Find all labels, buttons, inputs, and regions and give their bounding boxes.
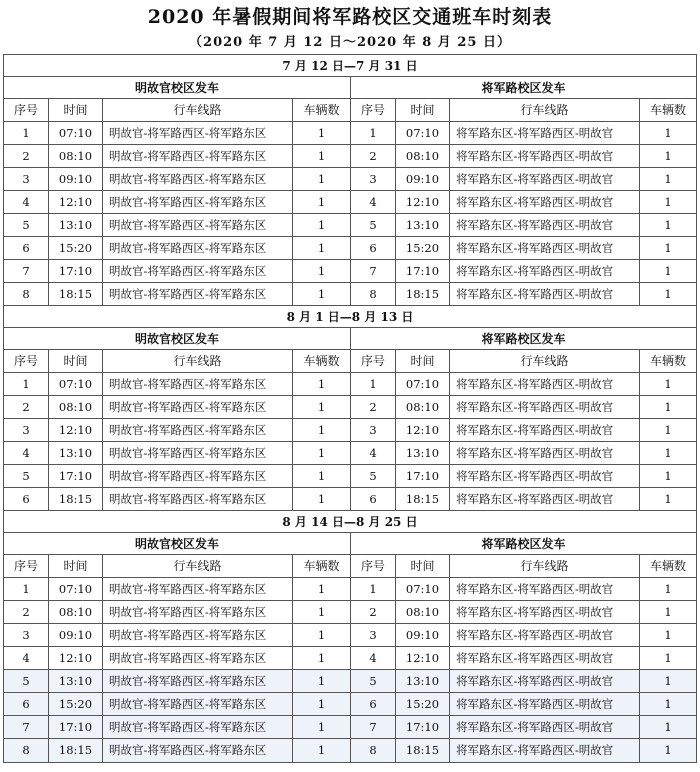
cell-no: 7 <box>22 720 30 734</box>
cell-route: 明故官-将军路西区-将军路东区 <box>102 214 292 236</box>
table-row <box>351 693 696 716</box>
cell-time: 07:10 <box>395 373 449 395</box>
cell-no: 3 <box>369 172 377 186</box>
cell-count: 1 <box>292 283 350 305</box>
table-row <box>351 647 696 670</box>
cell-no: 2 <box>22 605 30 619</box>
cell-no: 2 <box>369 605 377 619</box>
section-halves <box>4 533 696 762</box>
departure-campus-heading: 将军路校区发车 <box>351 533 696 555</box>
cell-time: 07:10 <box>48 373 102 395</box>
table-row <box>4 601 350 624</box>
table-row <box>4 237 350 260</box>
cell-count: 1 <box>639 373 696 395</box>
cell-route: 明故官-将军路西区-将军路东区 <box>102 693 292 715</box>
cell-no: 3 <box>22 172 30 186</box>
cell-route: 将军路东区-将军路西区-明故官 <box>449 647 639 669</box>
header-time: 时间 <box>48 555 102 577</box>
cell-no: 8 <box>369 743 377 757</box>
cell-time: 07:10 <box>395 122 449 144</box>
cell-count: 1 <box>639 488 696 510</box>
cell-count: 1 <box>639 283 696 305</box>
table-row <box>351 488 696 511</box>
cell-time: 13:10 <box>48 214 102 236</box>
cell-count: 1 <box>292 739 350 762</box>
table-row <box>4 122 350 145</box>
cell-time: 18:15 <box>395 283 449 305</box>
cell-no: 6 <box>369 697 377 711</box>
table-row <box>4 168 350 191</box>
cell-no: 5 <box>22 218 30 232</box>
header-no: 序号 <box>360 559 385 573</box>
cell-route: 明故官-将军路西区-将军路东区 <box>102 442 292 464</box>
cell-no: 5 <box>22 674 30 688</box>
cell-time: 07:10 <box>48 122 102 144</box>
cell-route: 将军路东区-将军路西区-明故官 <box>449 122 639 144</box>
header-no: 序号 <box>360 103 385 117</box>
departure-campus-heading: 将军路校区发车 <box>351 77 696 99</box>
cell-count: 1 <box>292 168 350 190</box>
cell-count: 1 <box>639 237 696 259</box>
table-row <box>351 739 696 762</box>
cell-no: 3 <box>22 423 30 437</box>
schedule-table <box>3 54 697 763</box>
cell-count: 1 <box>639 601 696 623</box>
cell-route: 明故官-将军路西区-将军路东区 <box>102 465 292 487</box>
cell-count: 1 <box>292 716 350 738</box>
cell-count: 1 <box>292 145 350 167</box>
cell-no: 2 <box>22 149 30 163</box>
cell-count: 1 <box>292 624 350 646</box>
cell-no: 5 <box>369 674 377 688</box>
cell-no: 2 <box>369 400 377 414</box>
departure-campus-heading: 将军路校区发车 <box>351 328 696 350</box>
header-count: 车辆数 <box>292 555 350 577</box>
cell-no: 7 <box>22 264 30 278</box>
cell-no: 4 <box>22 195 30 209</box>
table-row <box>351 373 696 396</box>
cell-route: 将军路东区-将军路西区-明故官 <box>449 168 639 190</box>
cell-no: 6 <box>22 241 30 255</box>
cell-no: 6 <box>369 241 377 255</box>
table-row <box>351 465 696 488</box>
cell-no: 8 <box>22 287 30 301</box>
cell-count: 1 <box>639 122 696 144</box>
table-row <box>4 442 350 465</box>
cell-time: 18:15 <box>48 488 102 510</box>
cell-route: 明故官-将军路西区-将军路东区 <box>102 647 292 669</box>
cell-route: 明故官-将军路西区-将军路东区 <box>102 237 292 259</box>
cell-time: 08:10 <box>395 601 449 623</box>
header-time: 时间 <box>48 350 102 372</box>
cell-no: 4 <box>369 195 377 209</box>
departure-block-jiangjunlu <box>350 533 696 762</box>
header-count: 车辆数 <box>639 555 696 577</box>
schedule-section <box>4 55 696 306</box>
cell-time: 17:10 <box>48 716 102 738</box>
cell-no: 8 <box>369 287 377 301</box>
section-halves <box>4 77 696 306</box>
cell-route: 将军路东区-将军路西区-明故官 <box>449 465 639 487</box>
cell-time: 08:10 <box>48 601 102 623</box>
table-row <box>351 396 696 419</box>
table-row <box>351 122 696 145</box>
cell-time: 07:10 <box>48 578 102 600</box>
cell-time: 13:10 <box>395 670 449 692</box>
cell-no: 1 <box>22 377 30 391</box>
cell-route: 将军路东区-将军路西区-明故官 <box>449 488 639 510</box>
departure-block-jiangjunlu <box>350 328 696 511</box>
cell-count: 1 <box>639 442 696 464</box>
cell-no: 6 <box>22 492 30 506</box>
table-row <box>351 442 696 465</box>
cell-route: 将军路东区-将军路西区-明故官 <box>449 716 639 738</box>
cell-time: 15:20 <box>48 693 102 715</box>
table-header-row <box>4 555 350 578</box>
cell-count: 1 <box>292 693 350 715</box>
cell-count: 1 <box>639 191 696 213</box>
cell-time: 08:10 <box>48 396 102 418</box>
cell-no: 1 <box>369 582 377 596</box>
header-route: 行车线路 <box>449 555 639 577</box>
cell-no: 8 <box>22 743 30 757</box>
section-halves <box>4 328 696 511</box>
table-row <box>351 670 696 693</box>
cell-route: 明故官-将军路西区-将军路东区 <box>102 488 292 510</box>
table-row <box>4 191 350 214</box>
cell-time: 15:20 <box>395 237 449 259</box>
table-row <box>351 237 696 260</box>
departure-campus-heading: 明故官校区发车 <box>4 77 350 99</box>
cell-time: 12:10 <box>395 419 449 441</box>
section-date-range: 7 月 12 日—7 月 31 日 <box>4 55 696 77</box>
table-row <box>351 168 696 191</box>
cell-no: 5 <box>369 469 377 483</box>
cell-count: 1 <box>639 693 696 715</box>
table-row <box>4 670 350 693</box>
table-row <box>4 716 350 739</box>
cell-time: 09:10 <box>48 168 102 190</box>
section-date-range: 8 月 1 日—8 月 13 日 <box>4 306 696 328</box>
table-row <box>4 624 350 647</box>
header-no: 序号 <box>360 354 385 368</box>
cell-count: 1 <box>292 670 350 692</box>
cell-time: 13:10 <box>395 214 449 236</box>
cell-count: 1 <box>639 647 696 669</box>
table-header-row <box>4 99 350 122</box>
cell-time: 17:10 <box>395 465 449 487</box>
cell-time: 09:10 <box>395 624 449 646</box>
departure-campus-heading: 明故官校区发车 <box>4 533 350 555</box>
cell-no: 3 <box>369 423 377 437</box>
table-row <box>351 283 696 306</box>
cell-count: 1 <box>639 214 696 236</box>
cell-count: 1 <box>292 373 350 395</box>
page-subtitle: （2020 年 7 月 12 日～2020 年 8 月 25 日） <box>189 35 511 50</box>
cell-route: 将军路东区-将军路西区-明故官 <box>449 624 639 646</box>
cell-route: 明故官-将军路西区-将军路东区 <box>102 168 292 190</box>
header-time: 时间 <box>395 555 449 577</box>
cell-count: 1 <box>639 419 696 441</box>
table-row <box>351 578 696 601</box>
departure-block-minggugong <box>4 77 350 306</box>
table-row <box>4 647 350 670</box>
cell-count: 1 <box>292 465 350 487</box>
cell-route: 将军路东区-将军路西区-明故官 <box>449 442 639 464</box>
cell-count: 1 <box>639 260 696 282</box>
cell-time: 08:10 <box>395 145 449 167</box>
table-row <box>4 419 350 442</box>
cell-count: 1 <box>292 396 350 418</box>
cell-time: 13:10 <box>48 670 102 692</box>
header-time: 时间 <box>395 350 449 372</box>
header-no: 序号 <box>13 559 38 573</box>
cell-count: 1 <box>292 578 350 600</box>
table-row <box>4 693 350 716</box>
cell-route: 将军路东区-将军路西区-明故官 <box>449 237 639 259</box>
header-no: 序号 <box>13 103 38 117</box>
cell-time: 17:10 <box>48 260 102 282</box>
cell-time: 17:10 <box>395 716 449 738</box>
table-row <box>351 145 696 168</box>
cell-time: 18:15 <box>48 739 102 762</box>
cell-time: 12:10 <box>48 419 102 441</box>
cell-route: 明故官-将军路西区-将军路东区 <box>102 145 292 167</box>
cell-route: 将军路东区-将军路西区-明故官 <box>449 145 639 167</box>
cell-route: 将军路东区-将军路西区-明故官 <box>449 283 639 305</box>
table-header-row <box>351 99 696 122</box>
table-row <box>4 214 350 237</box>
cell-route: 将军路东区-将军路西区-明故官 <box>449 214 639 236</box>
cell-route: 明故官-将军路西区-将军路东区 <box>102 670 292 692</box>
cell-time: 13:10 <box>48 442 102 464</box>
cell-no: 5 <box>369 218 377 232</box>
header-route: 行车线路 <box>449 350 639 372</box>
cell-route: 明故官-将军路西区-将军路东区 <box>102 578 292 600</box>
cell-time: 09:10 <box>48 624 102 646</box>
header-count: 车辆数 <box>639 99 696 121</box>
header-time: 时间 <box>395 99 449 121</box>
cell-time: 18:15 <box>395 488 449 510</box>
cell-route: 明故官-将军路西区-将军路东区 <box>102 739 292 762</box>
cell-route: 明故官-将军路西区-将军路东区 <box>102 396 292 418</box>
cell-count: 1 <box>639 670 696 692</box>
table-row <box>4 465 350 488</box>
cell-no: 6 <box>22 697 30 711</box>
cell-route: 明故官-将军路西区-将军路东区 <box>102 191 292 213</box>
cell-time: 08:10 <box>395 396 449 418</box>
cell-no: 7 <box>369 264 377 278</box>
cell-no: 2 <box>369 149 377 163</box>
cell-count: 1 <box>639 465 696 487</box>
departure-campus-heading: 明故官校区发车 <box>4 328 350 350</box>
cell-no: 3 <box>22 628 30 642</box>
cell-count: 1 <box>292 260 350 282</box>
cell-route: 将军路东区-将军路西区-明故官 <box>449 670 639 692</box>
header-count: 车辆数 <box>292 99 350 121</box>
cell-time: 13:10 <box>395 442 449 464</box>
cell-count: 1 <box>292 237 350 259</box>
cell-time: 17:10 <box>395 260 449 282</box>
cell-count: 1 <box>639 396 696 418</box>
cell-route: 明故官-将军路西区-将军路东区 <box>102 373 292 395</box>
cell-count: 1 <box>639 168 696 190</box>
cell-route: 明故官-将军路西区-将军路东区 <box>102 624 292 646</box>
header-no: 序号 <box>13 354 38 368</box>
cell-no: 1 <box>22 582 30 596</box>
table-row <box>4 373 350 396</box>
cell-count: 1 <box>639 578 696 600</box>
cell-time: 18:15 <box>48 283 102 305</box>
table-row <box>351 601 696 624</box>
header-route: 行车线路 <box>102 555 292 577</box>
table-row <box>351 191 696 214</box>
cell-time: 12:10 <box>48 647 102 669</box>
cell-time: 09:10 <box>395 168 449 190</box>
cell-no: 4 <box>369 446 377 460</box>
cell-time: 15:20 <box>395 693 449 715</box>
cell-no: 1 <box>369 126 377 140</box>
cell-time: 12:10 <box>395 647 449 669</box>
table-row <box>351 716 696 739</box>
cell-count: 1 <box>292 442 350 464</box>
cell-route: 明故官-将军路西区-将军路东区 <box>102 122 292 144</box>
cell-no: 3 <box>369 628 377 642</box>
cell-route: 明故官-将军路西区-将军路东区 <box>102 716 292 738</box>
cell-route: 将军路东区-将军路西区-明故官 <box>449 260 639 282</box>
cell-count: 1 <box>292 601 350 623</box>
cell-no: 7 <box>369 720 377 734</box>
cell-route: 明故官-将军路西区-将军路东区 <box>102 283 292 305</box>
cell-no: 5 <box>22 469 30 483</box>
table-row <box>351 214 696 237</box>
cell-no: 2 <box>22 400 30 414</box>
header-count: 车辆数 <box>639 350 696 372</box>
cell-count: 1 <box>292 419 350 441</box>
departure-block-minggugong <box>4 533 350 762</box>
schedule-section <box>4 511 696 762</box>
cell-count: 1 <box>639 145 696 167</box>
cell-route: 将军路东区-将军路西区-明故官 <box>449 601 639 623</box>
cell-count: 1 <box>292 191 350 213</box>
table-header-row <box>351 350 696 373</box>
cell-time: 12:10 <box>48 191 102 213</box>
cell-route: 明故官-将军路西区-将军路东区 <box>102 419 292 441</box>
cell-no: 4 <box>22 446 30 460</box>
table-row <box>351 260 696 283</box>
cell-count: 1 <box>639 739 696 762</box>
table-header-row <box>351 555 696 578</box>
table-row <box>4 145 350 168</box>
cell-time: 17:10 <box>48 465 102 487</box>
section-date-range: 8 月 14 日—8 月 25 日 <box>4 511 696 533</box>
cell-count: 1 <box>292 488 350 510</box>
cell-route: 将军路东区-将军路西区-明故官 <box>449 191 639 213</box>
table-row <box>351 624 696 647</box>
schedule-section <box>4 306 696 511</box>
departure-block-minggugong <box>4 328 350 511</box>
cell-no: 4 <box>369 651 377 665</box>
table-row <box>351 419 696 442</box>
cell-no: 1 <box>22 126 30 140</box>
cell-time: 08:10 <box>48 145 102 167</box>
cell-route: 将军路东区-将军路西区-明故官 <box>449 693 639 715</box>
cell-time: 15:20 <box>48 237 102 259</box>
cell-route: 将军路东区-将军路西区-明故官 <box>449 396 639 418</box>
header-route: 行车线路 <box>449 99 639 121</box>
page-title: 2020 年暑假期间将军路校区交通班车时刻表 <box>147 6 553 28</box>
cell-time: 18:15 <box>395 739 449 762</box>
cell-time: 12:10 <box>395 191 449 213</box>
cell-count: 1 <box>292 122 350 144</box>
cell-route: 将军路东区-将军路西区-明故官 <box>449 419 639 441</box>
cell-count: 1 <box>292 647 350 669</box>
cell-route: 将军路东区-将军路西区-明故官 <box>449 373 639 395</box>
table-row <box>4 578 350 601</box>
header-route: 行车线路 <box>102 350 292 372</box>
cell-route: 将军路东区-将军路西区-明故官 <box>449 578 639 600</box>
cell-count: 1 <box>639 624 696 646</box>
cell-count: 1 <box>639 716 696 738</box>
cell-route: 明故官-将军路西区-将军路东区 <box>102 260 292 282</box>
table-header-row <box>4 350 350 373</box>
header-route: 行车线路 <box>102 99 292 121</box>
table-row <box>4 488 350 511</box>
header-time: 时间 <box>48 99 102 121</box>
cell-no: 6 <box>369 492 377 506</box>
cell-count: 1 <box>292 214 350 236</box>
table-row <box>4 739 350 762</box>
departure-block-jiangjunlu <box>350 77 696 306</box>
header-count: 车辆数 <box>292 350 350 372</box>
cell-time: 07:10 <box>395 578 449 600</box>
cell-no: 4 <box>22 651 30 665</box>
table-row <box>4 260 350 283</box>
cell-route: 明故官-将军路西区-将军路东区 <box>102 601 292 623</box>
cell-no: 1 <box>369 377 377 391</box>
table-row <box>4 396 350 419</box>
cell-route: 将军路东区-将军路西区-明故官 <box>449 739 639 762</box>
table-row <box>4 283 350 306</box>
